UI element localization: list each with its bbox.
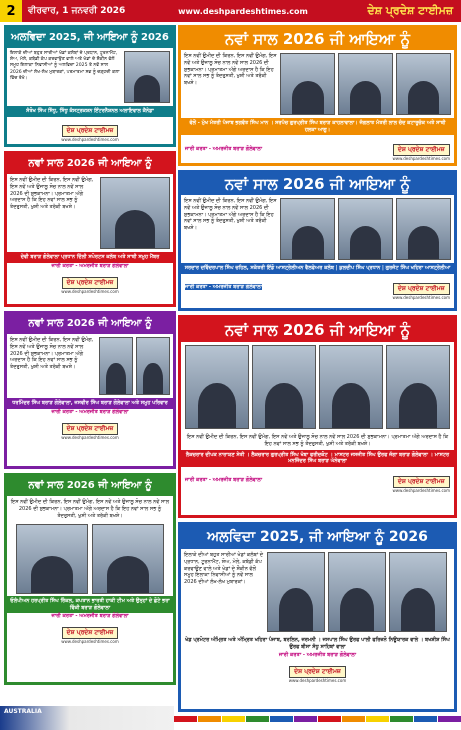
ad-credit: ਜਾਰੀ ਕਰਤਾ - ਅਮਰਜੀਤ ਬਰਾੜ ਗੋਲੇਵਾਲਾ bbox=[51, 408, 129, 415]
ad-body: ਇਸ ਨਵੀਂ ਉਮੀਦ ਦੀ ਕਿਰਨ, ਇਸ ਨਵੀਂ ਉਮੰਗ, ਇਸ ਨਵੇਂ ਅਤੇ ਉਜਾਲੂ ਸੋਚ ਨਾਲ ਨਵੇਂ ਸਾਲ 2026 ਦੀ ਸ਼ੁਭਕਾਮਨਾ। ਪ੍ਰਮਾਤਮਾ ਅੱਗੇ ਅਰਦਾਸ ਹੈ ਕਿ ਇਹ ਨਵਾਂ ਸਾਲ ਸਭ ਨੂੰ ਤੰਦਰੁਸਤੀ, ਖੁਸ਼ੀ ਅਤੇ ਤਰੱਕੀ ਬਖਸ਼ੇ। bbox=[186, 434, 449, 447]
ad-credit: ਜਾਰੀ ਕਰਤਾ - ਅਮਰਜੀਤ ਬਰਾੜ ਗੋਲੇਵਾਲਾ bbox=[278, 652, 357, 658]
ad-heading: ਨਵਾਂ ਸਾਲ 2026 ਜੀ ਆਇਆ ਨੂੰ bbox=[181, 28, 454, 50]
ad-body: ਇਸ ਨਵੀਂ ਉਮੀਦ ਦੀ ਕਿਰਨ, ਇਸ ਨਵੀਂ ਉਮੰਗ, ਇਸ ਨਵੇਂ ਅਤੇ ਉਜਾਲੂ ਸੋਚ ਨਾਲ ਨਵੇਂ ਸਾਲ 2026 ਦੀ ਸ਼ੁਭਕਾਮਨਾ। ਪ੍ਰਮਾਤਮਾ ਅੱਗੇ ਅਰਦਾਸ ਹੈ ਕਿ ਇਹ ਨਵਾਂ ਸਾਲ ਸਭ ਨੂੰ ਤੰਦਰੁਸਤੀ, ਖੁਸ਼ੀ ਅਤੇ ਤਰੱਕੀ ਬਖਸ਼ੇ। bbox=[10, 499, 170, 519]
portrait-photo bbox=[99, 337, 133, 395]
portrait-photo bbox=[396, 198, 451, 260]
brand-logo: ਦੇਸ਼ ਪ੍ਰਦੇਸ਼ ਟਾਈਮਜ਼ bbox=[393, 144, 450, 156]
ad-sponsor-names: ਧਰਮਿੰਦਰ ਸਿੰਘ ਬਰਾੜ ਗੋਲੇਵਾਲਾ, ਜਸਵੀਰ ਸਿੰਘ ਬਰਾੜ ਗੋਲੇਵਾਲਾ ਅਤੇ ਸਮੂਹ ਪਰਿਵਾਰ bbox=[7, 398, 173, 409]
portrait-photo bbox=[319, 345, 383, 429]
portrait-photo bbox=[386, 345, 450, 429]
ad-heading: ਨਵਾਂ ਸਾਲ 2026 ਜੀ ਆਇਆ ਨੂੰ bbox=[7, 476, 173, 496]
page-number: 2 bbox=[0, 0, 22, 22]
ad-new-year-olympian bbox=[4, 473, 176, 685]
ad-body: ਇਸ ਨਵੀਂ ਉਮੀਦ ਦੀ ਕਿਰਨ, ਇਸ ਨਵੀਂ ਉਮੰਗ, ਇਸ ਨਵੇਂ ਅਤੇ ਉਜਾਲੂ ਸੋਚ ਨਾਲ ਨਵੇਂ ਸਾਲ 2026 ਦੀ ਸ਼ੁਭਕਾਮਨਾ। ਪ੍ਰਮਾਤਮਾ ਅੱਗੇ ਅਰਦਾਸ ਹੈ ਕਿ ਇਹ ਨਵਾਂ ਸਾਲ ਸਭ ਨੂੰ ਤੰਦਰੁਸਤੀ, ਖੁਸ਼ੀ ਅਤੇ ਤਰੱਕੀ ਬਖਸ਼ੇ। bbox=[184, 198, 277, 231]
issue-date: ਵੀਰਵਾਰ, 1 ਜਨਵਰੀ 2026 bbox=[28, 6, 126, 16]
portrait-photo bbox=[92, 524, 164, 594]
brand-logo: ਦੇਸ਼ ਪ੍ਰਦੇਸ਼ ਟਾਈਮਜ਼ bbox=[289, 666, 346, 678]
brand-logo: ਦੇਸ਼ ਪ੍ਰਦੇਸ਼ ਟਾਈਮਜ਼ bbox=[62, 423, 119, 435]
portrait-photo bbox=[389, 552, 447, 632]
ad-new-year-sports-club bbox=[4, 151, 176, 307]
portrait-photo bbox=[396, 53, 451, 115]
portrait-photo bbox=[280, 53, 335, 115]
ad-heading: ਨਵਾਂ ਸਾਲ 2026 ਜੀ ਆਇਆ ਨੂੰ bbox=[7, 154, 173, 174]
ad-credit: ਜਾਰੀ ਕਰਤਾ - ਅਮਰਜੀਤ ਬਰਾੜ ਗੋਲੇਵਾਲਾ bbox=[51, 613, 129, 620]
ad-sponsor-names: ਦੇਵੀ ਬਰਾੜ ਗੋਲੇਵਾਲਾ ਪ੍ਰਧਾਨ ਦਿੱਲੀ ਸਪੋਰਟਸ ਕਲੱਬ ਅਤੇ ਸਾਥੀ ਸਮੂਹ ਮੈਂਬਰ bbox=[7, 252, 173, 263]
ad-credit: ਜਾਰੀ ਕਰਤਾ - ਅਮਰਜੀਤ ਬਰਾੜ ਗੋਲੇਵਾਲਾ bbox=[185, 145, 263, 152]
ad-body: ਇਲਾਕੇ ਦੀਆਂ ਬਹੁਤ ਸਾਰੀਆਂ ਖੇਡਾਂ ਕਲੱਬਾਂ ਦੇ ਪ੍ਰਧਾਨ, ਟੂਰਨਾਮੈਂਟ, ਸ਼ੋਅ, ਮੇਲੇ, ਕਬੱਡੀ ਕੱਪ ਕਰਵਾਉਣ ਵਾਲੇ ਅਤੇ ਖੇਡਾਂ ਦੇ ਸ਼ੌਕੀਨ ਵੱਲੋਂ ਸਮੂਹ ਇਲਾਕਾ ਨਿਵਾਸੀਆਂ ਨੂੰ ਅਲਵਿਦਾ 2025 ਤੇ ਨਵੇਂ ਸਾਲ 2026 ਦੀਆਂ ਲੱਖ-ਲੱਖ ਮੁਬਾਰਕਾਂ, ਪਰਮਾਤਮਾ ਸਭ ਨੂੰ ਚੜ੍ਹਦੀ ਕਲਾ ਵਿੱਚ ਰੱਖੇ। bbox=[10, 51, 120, 81]
color-strip bbox=[174, 716, 461, 722]
ad-new-year-golewala-family bbox=[4, 311, 176, 469]
ad-heading: ਨਵਾਂ ਸਾਲ 2026 ਜੀ ਆਇਆ ਨੂੰ bbox=[181, 173, 454, 195]
portrait-photo bbox=[267, 552, 325, 632]
ad-sponsor-names: ਲੈਕਚਰਾਰ ਦੀਪਕ ਨਾਰਾਯਣ ਸੇਤੀ । ਲੈਕਚਰਾਰ ਗੁਰਪ੍ਰੀਤ ਸਿੰਘ ਖੱਬਾ ਫਰੀਦਕੋਟ । ਮਾਸਟਰ ਜਸਜੀਤ ਸਿੰਘ ਉਰਫ ਜੱਗਾ ਬਰਾੜ ਗੋਲੇਵਾਲਾ । ਮਾਸਟਰ ਮਨਜਿੰਦਰ ਸਿੰਘ ਬਰਾੜ ਘੱਨੇਵਾਲਾ bbox=[181, 450, 454, 467]
portrait-photo bbox=[124, 51, 170, 103]
portrait-photo bbox=[280, 198, 335, 260]
ad-body: ਇਸ ਨਵੀਂ ਉਮੀਦ ਦੀ ਕਿਰਨ, ਇਸ ਨਵੀਂ ਉਮੰਗ, ਇਸ ਨਵੇਂ ਅਤੇ ਉਜਾਲੂ ਸੋਚ ਨਾਲ ਨਵੇਂ ਸਾਲ 2026 ਦੀ ਸ਼ੁਭਕਾਮਨਾ। ਪ੍ਰਮਾਤਮਾ ਅੱਗੇ ਅਰਦਾਸ ਹੈ ਕਿ ਇਹ ਨਵਾਂ ਸਾਲ ਸਭ ਨੂੰ ਤੰਦਰੁਸਤੀ, ਖੁਸ਼ੀ ਅਤੇ ਤਰੱਕੀ ਬਖਸ਼ੇ। bbox=[10, 337, 94, 370]
brand-logo: ਦੇਸ਼ ਪ੍ਰਦੇਸ਼ ਟਾਈਮਜ਼ bbox=[393, 476, 450, 488]
ad-sponsor-names: ਸਰਦਾਰ ਦਵਿੰਦਰਪਾਲ ਸਿੰਘ ਚਹਿਲ, ਸਕੱਤਰੀ ਇੰਡੋ ਆਸਟ੍ਰੇਲੀਅਨ ਵੈਲਫੇਅਰ ਕਲੱਬ | ਕੁਲਦੀਪ ਸਿੰਘ ਪ੍ਰਧਾਨ | ਗੁਰਜੰਟ ਸਿੰਘ ਖਹਿਰਾ ਆਸਟ੍ਰੇਲੀਆ bbox=[181, 263, 454, 274]
ad-sponsor-names: ਵੱਲੋਂ - ਮੁੱਖ ਮੰਤਰੀ ਪੰਜਾਬ ਭਗਵੰਤ ਸਿੰਘ ਮਾਨ । ਸਰਪੰਚ ਗੁਰਪ੍ਰੀਤ ਸਿੰਘ ਬਰਾੜ ਕਾਹਲਾਵਾਲਾ। ਜੰਗਲਾਤ ਮੰਤਰੀ ਲਾਲ ਚੰਦ ਕਟਾਰੂਚੱਕ ਅਤੇ ਸਾਥੀ ਹਲਕਾ ਆਗੂ। bbox=[181, 118, 454, 135]
ad-url: www.deshpardeshtimes.com bbox=[288, 678, 347, 683]
ad-farewell-2025-promoters bbox=[178, 522, 457, 712]
brand-name: ਦੇਸ਼ ਪ੍ਰਦੇਸ਼ ਟਾਈਮਜ਼ bbox=[367, 4, 453, 17]
portrait-photo bbox=[185, 345, 249, 429]
ad-heading: ਅਲਵਿਦਾ 2025, ਜੀ ਆਇਆ ਨੂੰ 2026 bbox=[7, 28, 173, 48]
ad-new-year-welfare-club bbox=[178, 170, 457, 311]
portrait-photo bbox=[252, 345, 316, 429]
ad-body: ਇਸ ਨਵੀਂ ਉਮੀਦ ਦੀ ਕਿਰਨ, ਇਸ ਨਵੀਂ ਉਮੰਗ, ਇਸ ਨਵੇਂ ਅਤੇ ਉਜਾਲੂ ਸੋਚ ਨਾਲ ਨਵੇਂ ਸਾਲ 2026 ਦੀ ਸ਼ੁਭਕਾਮਨਾ। ਪ੍ਰਮਾਤਮਾ ਅੱਗੇ ਅਰਦਾਸ ਹੈ ਕਿ ਇਹ ਨਵਾਂ ਸਾਲ ਸਭ ਨੂੰ ਤੰਦਰੁਸਤੀ, ਖੁਸ਼ੀ ਅਤੇ ਤਰੱਕੀ ਬਖਸ਼ੇ। bbox=[184, 53, 277, 86]
portrait-photo bbox=[16, 524, 88, 594]
ad-url: www.deshpardeshtimes.com bbox=[61, 288, 119, 294]
ad-farewell-2025-left bbox=[4, 25, 176, 147]
bottom-banner bbox=[0, 706, 174, 730]
ad-credit: ਜਾਰੀ ਕਰਤਾ - ਅਮਰਜੀਤ ਬਰਾੜ ਗੋਲੇਵਾਲਾ bbox=[185, 477, 263, 483]
portrait-photo bbox=[136, 337, 170, 395]
ad-heading: ਨਵਾਂ ਸਾਲ 2026 ਜੀ ਆਇਆ ਨੂੰ bbox=[181, 318, 454, 342]
brand-logo: ਦੇਸ਼ ਪ੍ਰਦੇਸ਼ ਟਾਈਮਜ਼ bbox=[62, 277, 119, 289]
brand-logo: ਦੇਸ਼ ਪ੍ਰਦੇਸ਼ ਟਾਈਮਜ਼ bbox=[62, 125, 119, 137]
bottom-banner-label: AUSTRALIA bbox=[4, 708, 42, 715]
ad-url: www.deshpardeshtimes.com bbox=[392, 487, 450, 493]
ad-heading: ਅਲਵਿਦਾ 2025, ਜੀ ਆਇਆ ਨੂੰ 2026 bbox=[181, 525, 454, 549]
ad-body: ਇਸ ਨਵੀਂ ਉਮੀਦ ਦੀ ਕਿਰਨ, ਇਸ ਨਵੀਂ ਉਮੰਗ, ਇਸ ਨਵੇਂ ਅਤੇ ਉਜਾਲੂ ਸੋਚ ਨਾਲ ਨਵੇਂ ਸਾਲ 2026 ਦੀ ਸ਼ੁਭਕਾਮਨਾ। ਪ੍ਰਮਾਤਮਾ ਅੱਗੇ ਅਰਦਾਸ ਹੈ ਕਿ ਇਹ ਨਵਾਂ ਸਾਲ ਸਭ ਨੂੰ ਤੰਦਰੁਸਤੀ, ਖੁਸ਼ੀ ਅਤੇ ਤਰੱਕੀ ਬਖਸ਼ੇ। bbox=[10, 177, 94, 210]
ad-credit: ਜਾਰੀ ਕਰਤਾ - ਅਮਰਜੀਤ ਬਰਾੜ ਗੋਲੇਵਾਲਾ bbox=[51, 262, 129, 269]
ad-url: www.deshpardeshtimes.com bbox=[392, 294, 450, 300]
ad-url: www.deshpardeshtimes.com bbox=[61, 136, 119, 142]
portrait-photo bbox=[328, 552, 386, 632]
group-photo bbox=[100, 177, 170, 249]
ad-sponsor-names: ਖੇਡ ਪ੍ਰਮੋਟਰ ਅੰਮ੍ਰਿਤ ਅਤੇ ਅੰਮ੍ਰਿਤ ਖਹਿਰਾ ਪੰਜਾਬ, ਬਰਲਿਨ, ਜਰਮਨੀ । ਜਸਪਾਲ ਸਿੰਘ ਉਰਫ ਪਾਲੀ ਫਰਿਜ਼ਨੋ ਨਿਊਯਾਰਕ ਵਾਲੇ । ਬਖਸ਼ੀਸ਼ ਸਿੰਘ ਉਰਫ ਬੀਸਾ ਸੰਧੂ ਸਾਹਿਬਾਂ ਵਾਲਾ bbox=[185, 637, 450, 650]
brand-logo: ਦੇਸ਼ ਪ੍ਰਦੇਸ਼ ਟਾਈਮਜ਼ bbox=[62, 627, 119, 639]
brand-logo: ਦੇਸ਼ ਪ੍ਰਦੇਸ਼ ਟਾਈਮਜ਼ bbox=[393, 283, 450, 295]
website-link[interactable]: www.deshpardeshtimes.com bbox=[178, 6, 308, 16]
ad-body: ਇਲਾਕੇ ਦੀਆਂ ਬਹੁਤ ਸਾਰੀਆਂ ਖੇਡਾਂ ਕਲੱਬਾਂ ਦੇ ਪ੍ਰਧਾਨ, ਟੂਰਨਾਮੈਂਟ, ਸ਼ੋਅ, ਮੇਲੇ, ਕਬੱਡੀ ਕੱਪ ਕਰਵਾਉਣ ਵਾਲੇ ਅਤੇ ਖੇਡਾਂ ਦੇ ਸ਼ੌਕੀਨ ਵੱਲੋਂ ਸਮੂਹ ਇਲਾਕਾ ਨਿਵਾਸੀਆਂ ਨੂੰ ਨਵੇਂ ਸਾਲ 2026 ਦੀਆਂ ਲੱਖ-ਲੱਖ ਮੁਬਾਰਕਾਂ। bbox=[184, 552, 264, 585]
ad-heading: ਨਵਾਂ ਸਾਲ 2026 ਜੀ ਆਇਆ ਨੂੰ bbox=[7, 314, 173, 334]
portrait-photo bbox=[338, 53, 393, 115]
portrait-photo bbox=[338, 198, 393, 260]
ad-url: www.deshpardeshtimes.com bbox=[61, 434, 119, 440]
ad-new-year-chief-minister bbox=[178, 25, 457, 166]
masthead-bar bbox=[0, 0, 461, 22]
ad-new-year-lecturers bbox=[178, 315, 457, 518]
ad-url: www.deshpardeshtimes.com bbox=[61, 639, 119, 645]
ad-url: www.deshpardeshtimes.com bbox=[392, 156, 450, 161]
ad-credit: ਜਾਰੀ ਕਰਤਾ - ਅਮਰਜੀਤ ਬਰਾੜ ਗੋਲੇਵਾਲਾ bbox=[185, 284, 263, 290]
ad-sponsor-names: ਓਲੰਪੀਅਨ ਹਰਪ੍ਰੀਤ ਸਿੰਘ ਰਿੰਕਲ, ਕਪਤਾਨ ਭਾਰਤੀ ਹਾਕੀ ਟੀਮ ਅਤੇ ਉਨ੍ਹਾਂ ਦੇ ਛੋਟੇ ਭਰਾ ਵਿੱਕੀ ਬਰਾੜ ਗੋਲੇਵਾਲਾ bbox=[7, 596, 173, 613]
ad-sponsor-names: ਸੰਤੋਖ ਸਿੰਘ ਸਿੱਧੂ, ਸਿੱਧੂ ਕੰਸਟ੍ਰਕਸ਼ਨ ਇੰਟਰਨੈਸ਼ਨਲ ਅਲਾਇਵਾਲ ਕੈਨੇਡਾ bbox=[7, 106, 173, 117]
